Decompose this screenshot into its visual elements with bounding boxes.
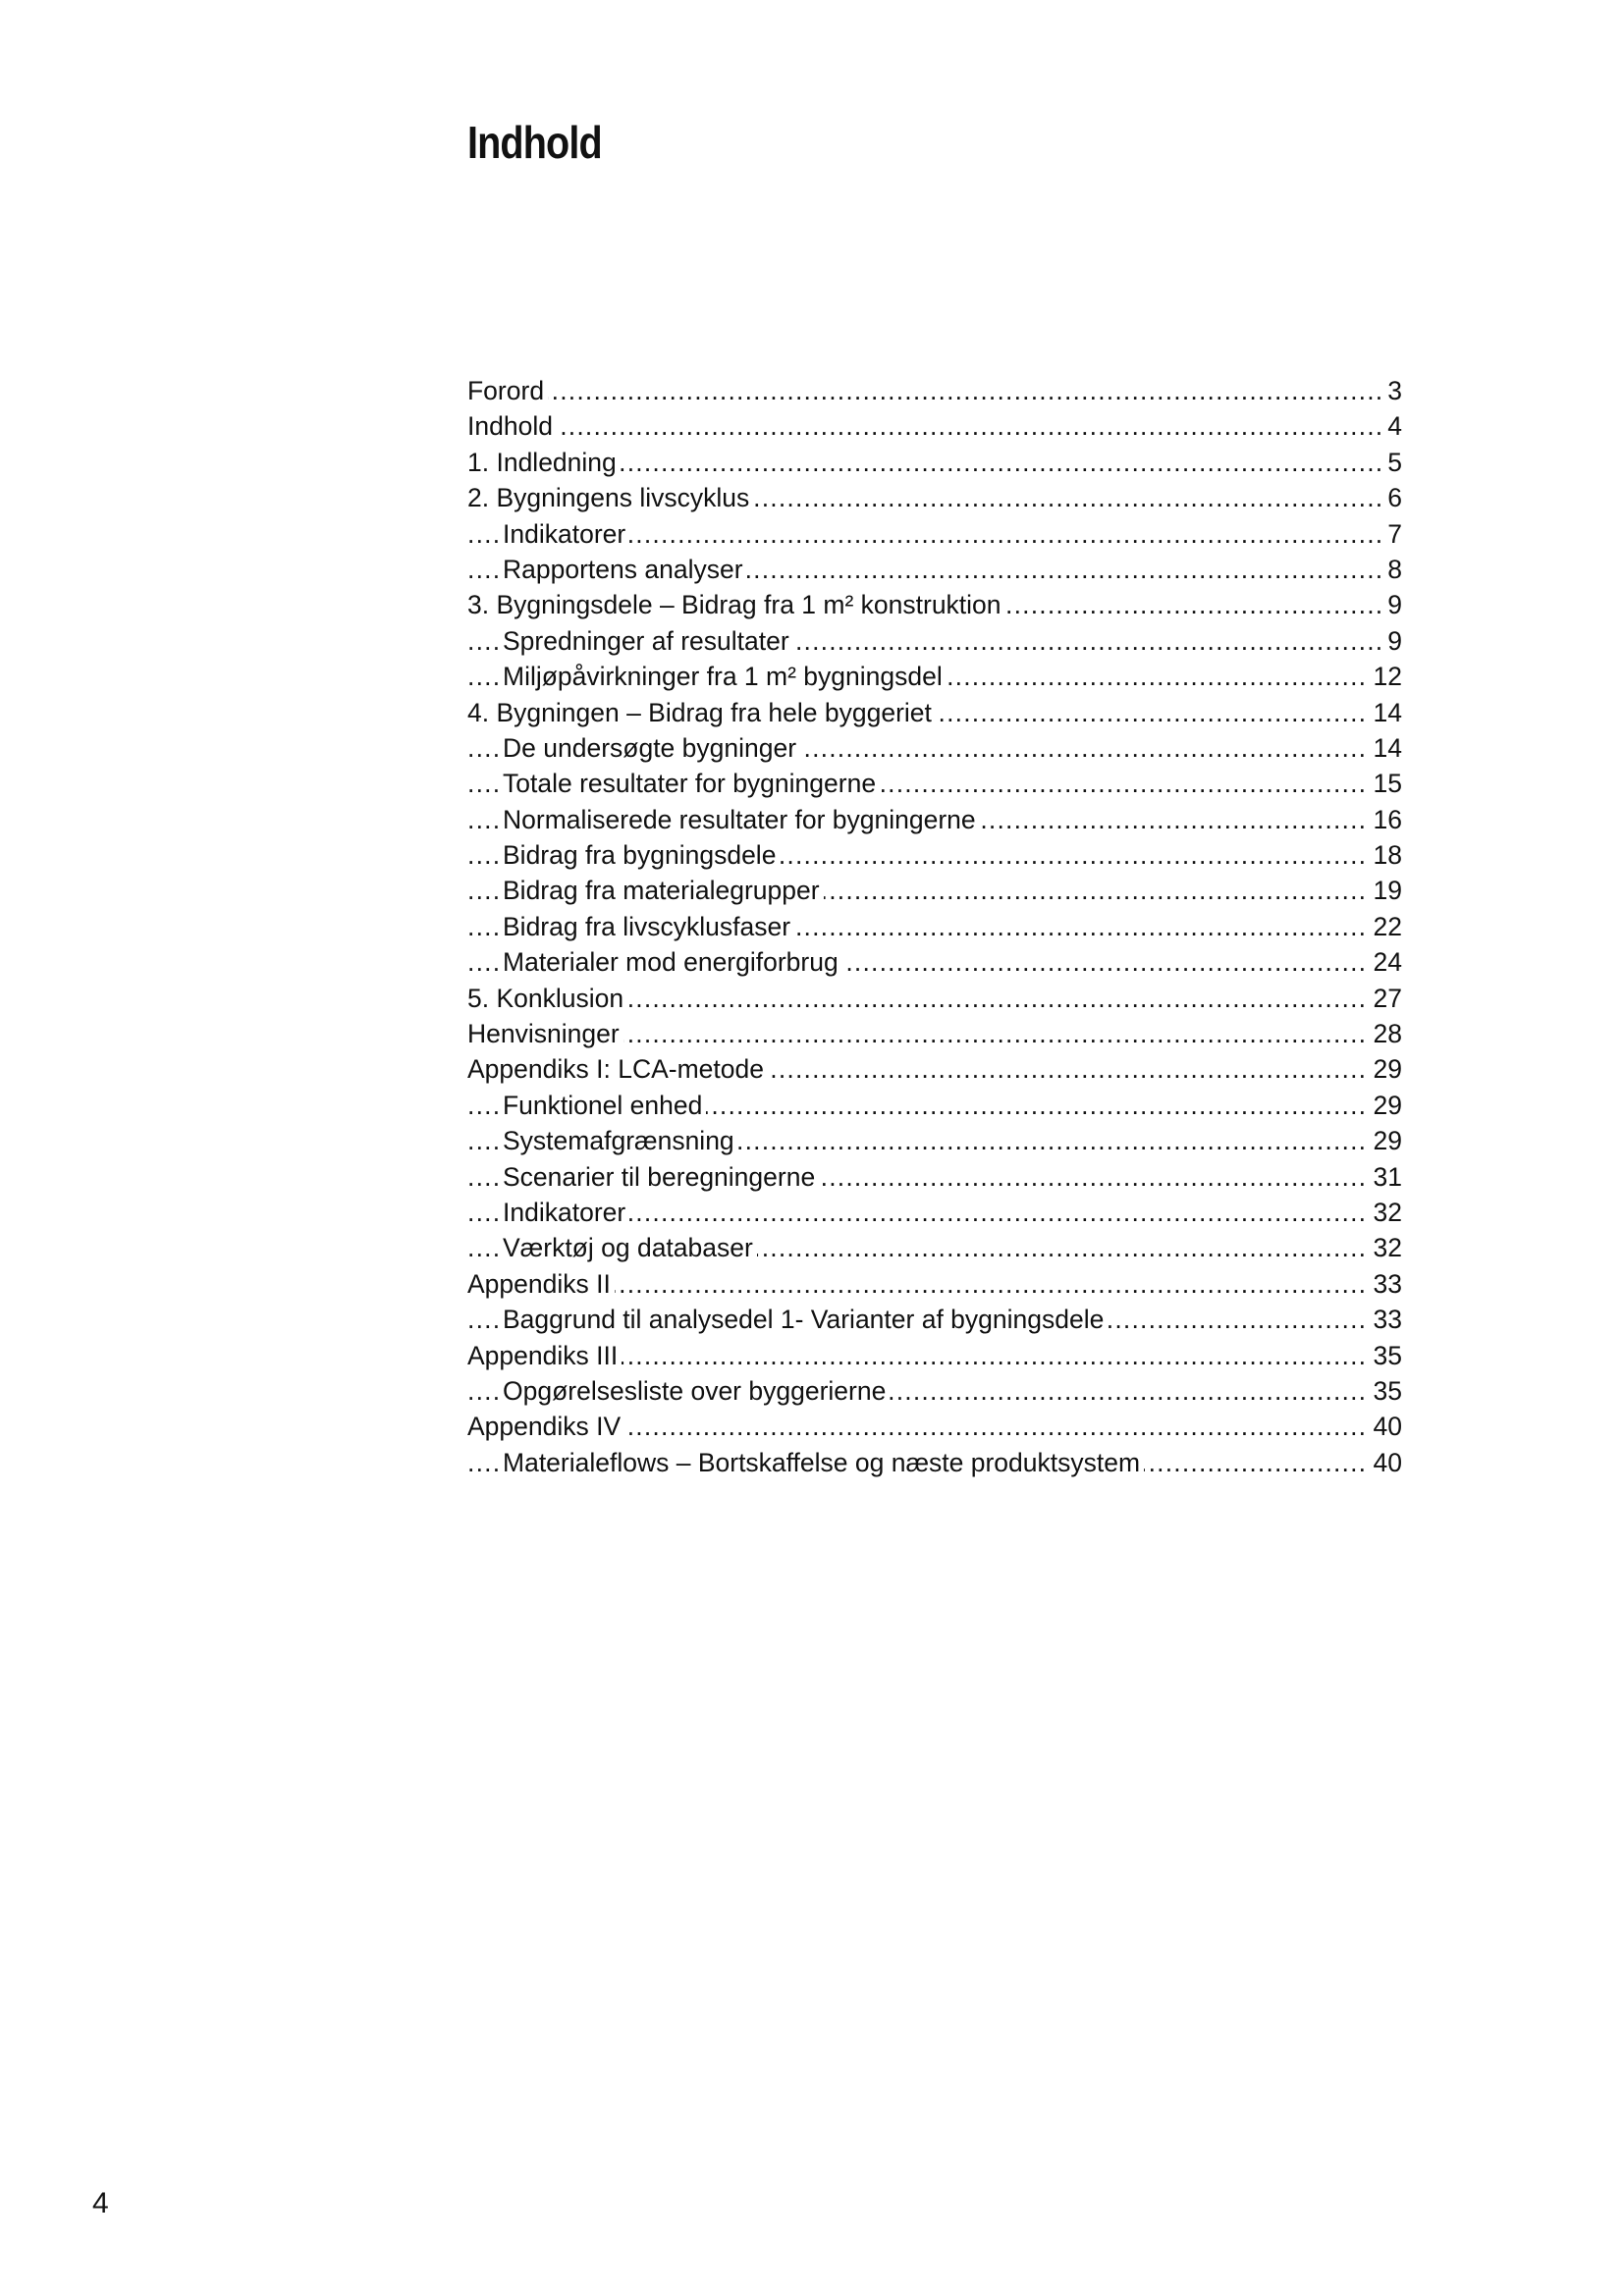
toc-entry-label: Bidrag fra bygningsdele (503, 840, 780, 870)
toc-entry-label: 1. Indledning (467, 448, 621, 477)
toc-entry[interactable] (467, 516, 1402, 552)
toc-entry-label: Forord (467, 376, 548, 405)
toc-entry-page: 35 (1368, 1338, 1402, 1373)
toc-entry[interactable] (467, 981, 1402, 1016)
toc-entry-page: 40 (1368, 1409, 1402, 1444)
toc-entry-label: Opgørelsesliste over byggerierne (503, 1376, 890, 1406)
toc-entry-label: Totale resultater for bygningerne (503, 769, 880, 798)
toc-entry-page: 24 (1368, 944, 1402, 980)
toc-entry-label: Materialeflows – Bortskaffelse og næste produktsystem (503, 1448, 1144, 1477)
toc-entry[interactable] (467, 480, 1402, 515)
toc-entry[interactable] (467, 873, 1402, 908)
toc-entry[interactable] (467, 1195, 1402, 1230)
toc-entry-label: Spredninger af resultater (503, 626, 793, 656)
toc-entry[interactable] (467, 1373, 1402, 1409)
toc-entry-page: 7 (1381, 516, 1402, 552)
toc-entry[interactable] (467, 408, 1402, 444)
toc-entry-page: 6 (1381, 480, 1402, 515)
toc-entry-page: 32 (1368, 1230, 1402, 1265)
toc-entry[interactable] (467, 837, 1402, 873)
toc-entry-page: 8 (1381, 552, 1402, 587)
table-of-contents (467, 373, 1402, 1480)
toc-entry[interactable] (467, 552, 1402, 587)
toc-entry-page: 32 (1368, 1195, 1402, 1230)
toc-entry-label: 4. Bygningen – Bidrag fra hele byggeriet (467, 698, 936, 727)
toc-entry-page: 19 (1368, 873, 1402, 908)
toc-entry-label: Indikatorer (503, 1198, 629, 1227)
page-number: 4 (92, 2187, 109, 2219)
toc-entry-label: Systemafgrænsning (503, 1126, 738, 1155)
toc-entry[interactable] (467, 445, 1402, 480)
toc-entry-label: Appendiks II (467, 1269, 615, 1299)
toc-entry-page: 29 (1368, 1051, 1402, 1087)
toc-entry-label: Normaliserede resultater for bygningerne (503, 805, 980, 834)
toc-entry[interactable] (467, 944, 1402, 980)
toc-entry[interactable] (467, 802, 1402, 837)
toc-entry-label: Appendiks I: LCA-metode (467, 1054, 768, 1084)
toc-entry[interactable] (467, 1266, 1402, 1302)
toc-entry-label: Materialer mod energiforbrug (503, 947, 842, 977)
toc-entry-label: Bidrag fra materialegrupper (503, 876, 824, 905)
toc-entry[interactable] (467, 1159, 1402, 1195)
toc-entry-page: 14 (1368, 730, 1402, 766)
toc-entry-page: 35 (1368, 1373, 1402, 1409)
toc-entry-label: Appendiks III (467, 1341, 622, 1370)
toc-entry[interactable] (467, 1409, 1402, 1444)
toc-entry[interactable] (467, 730, 1402, 766)
toc-entry-label: Indhold (467, 411, 557, 441)
toc-entry-label: Henvisninger (467, 1019, 623, 1048)
toc-entry-page: 33 (1368, 1266, 1402, 1302)
toc-entry-page: 14 (1368, 695, 1402, 730)
toc-entry-label: 2. Bygningens livscyklus (467, 483, 753, 512)
toc-entry-label: Indikatorer (503, 519, 629, 549)
toc-entry[interactable] (467, 1088, 1402, 1123)
toc-dot-leader (467, 408, 1402, 444)
toc-entry[interactable] (467, 587, 1402, 622)
toc-entry-page: 22 (1368, 909, 1402, 944)
toc-entry-label: De undersøgte bygninger (503, 733, 800, 763)
toc-entry-label: Scenarier til beregningerne (503, 1162, 819, 1192)
toc-entry[interactable] (467, 1445, 1402, 1480)
toc-entry-label: 5. Konklusion (467, 984, 627, 1013)
page-title: Indhold (467, 117, 602, 168)
toc-entry-label: Rapportens analyser (503, 555, 747, 584)
toc-entry[interactable] (467, 695, 1402, 730)
toc-entry-page: 31 (1368, 1159, 1402, 1195)
toc-entry[interactable] (467, 623, 1402, 659)
toc-entry-label: Baggrund til analysedel 1- Varianter af bygningsdele (503, 1305, 1108, 1334)
toc-entry[interactable] (467, 1016, 1402, 1051)
toc-dot-leader (467, 373, 1402, 408)
toc-entry-label: Værktøj og databaser (503, 1233, 757, 1262)
toc-entry-page: 15 (1368, 766, 1402, 801)
toc-entry-page: 27 (1368, 981, 1402, 1016)
toc-entry-label: 3. Bygningsdele – Bidrag fra 1 m² konstruktion (467, 590, 1005, 619)
toc-entry-page: 18 (1368, 837, 1402, 873)
toc-entry[interactable] (467, 1051, 1402, 1087)
toc-entry-label: Funktionel enhed (503, 1091, 706, 1120)
toc-entry-page: 40 (1368, 1445, 1402, 1480)
toc-entry-page: 12 (1368, 659, 1402, 694)
toc-entry[interactable] (467, 766, 1402, 801)
toc-entry-page: 29 (1368, 1123, 1402, 1158)
toc-entry[interactable] (467, 1338, 1402, 1373)
toc-entry[interactable] (467, 659, 1402, 694)
toc-entry-label: Miljøpåvirkninger fra 1 m² bygningsdel (503, 662, 947, 691)
toc-entry[interactable] (467, 909, 1402, 944)
toc-entry-page: 29 (1368, 1088, 1402, 1123)
toc-entry-page: 9 (1381, 623, 1402, 659)
toc-entry-page: 33 (1368, 1302, 1402, 1337)
toc-entry-page: 28 (1368, 1016, 1402, 1051)
toc-entry-page: 16 (1368, 802, 1402, 837)
toc-entry[interactable] (467, 1302, 1402, 1337)
toc-entry-page: 5 (1381, 445, 1402, 480)
toc-entry-page: 9 (1381, 587, 1402, 622)
toc-entry-page: 4 (1381, 408, 1402, 444)
toc-entry[interactable] (467, 1123, 1402, 1158)
toc-entry-label: Appendiks IV (467, 1412, 624, 1441)
toc-entry-page: 3 (1381, 373, 1402, 408)
toc-entry[interactable] (467, 373, 1402, 408)
toc-entry[interactable] (467, 1230, 1402, 1265)
toc-entry-label: Bidrag fra livscyklusfaser (503, 912, 794, 941)
